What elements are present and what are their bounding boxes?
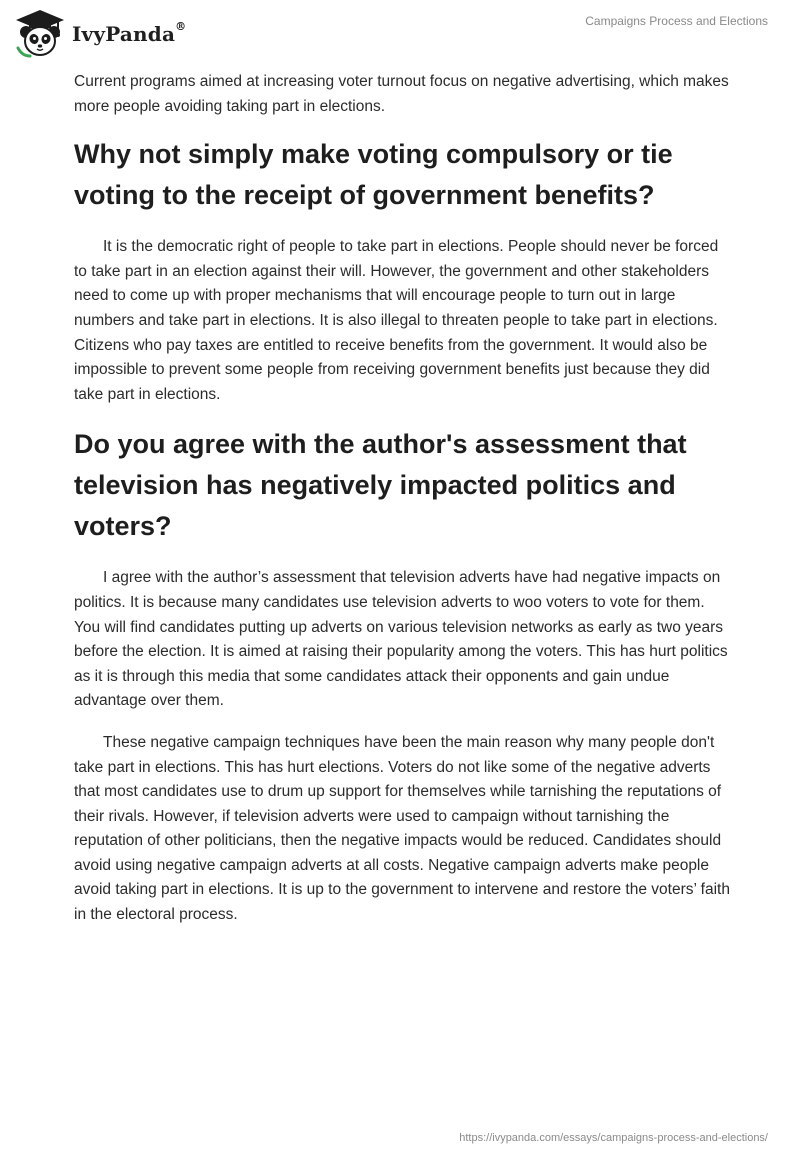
body-paragraph: These negative campaign techniques have been the main reason why many people don't take part in elections. This has hurt elections. Voters do not like some of the negative adverts that most candidates use to drum up support for themselves while tarnishing the reputations of their rivals. However, if television adverts were used to campaign without tarnishing the reputation of other politicians, then the negative impacts would be reduced. Candidates should avoid using negative campaign adverts at all costs. Negative campaign adverts make people avoid taking part in elections. It is up to the government to intervene and restore the voters’ faith in the electoral process. xyxy=(74,733,730,924)
brand-logo[interactable] xyxy=(14,8,186,60)
panda-graduate-icon xyxy=(14,8,66,60)
intro-paragraph: Current programs aimed at increasing voter turnout focus on negative advertising, which makes more people avoiding taking part in elections. xyxy=(74,73,729,115)
body-paragraph: It is the democratic right of people to take part in elections. People should never be forced to take part in an election against their will. However, the government and other stakeholders need to come up with proper mechanisms that will encourage people to turn out in large numbers and take part in elections. It is also illegal to threaten people to take part in elections. Citizens who pay taxes are entitled to receive benefits from the government. It would also be impossible to prevent some people from receiving government benefits just because they did take part in elections. xyxy=(74,238,719,403)
source-url-link[interactable]: https://ivypanda.com/essays/campaigns-process-and-elections/ xyxy=(459,1132,768,1144)
essay-body xyxy=(74,70,734,945)
body-paragraph: I agree with the author’s assessment that television adverts have had negative impacts on politics. It is because many candidates use television adverts to woo voters to vote for them. You will find candidates putting up adverts on various television networks as early as two years before the election. It is aimed at raising their popularity among the voters. This has hurt politics as it is through this media that some candidates attack their opponents and gain undue advantage over them. xyxy=(74,569,728,710)
section-heading-television-impact: Do you agree with the author's assessment that television has negatively impacted politics and voters? xyxy=(74,429,687,542)
section-heading-compulsory-voting: Why not simply make voting compulsory or tie voting to the receipt of government benefits? xyxy=(74,139,673,211)
page-header xyxy=(0,0,800,70)
document-title: Campaigns Process and Elections xyxy=(585,14,768,28)
brand-name: IvyPanda® xyxy=(72,20,187,46)
